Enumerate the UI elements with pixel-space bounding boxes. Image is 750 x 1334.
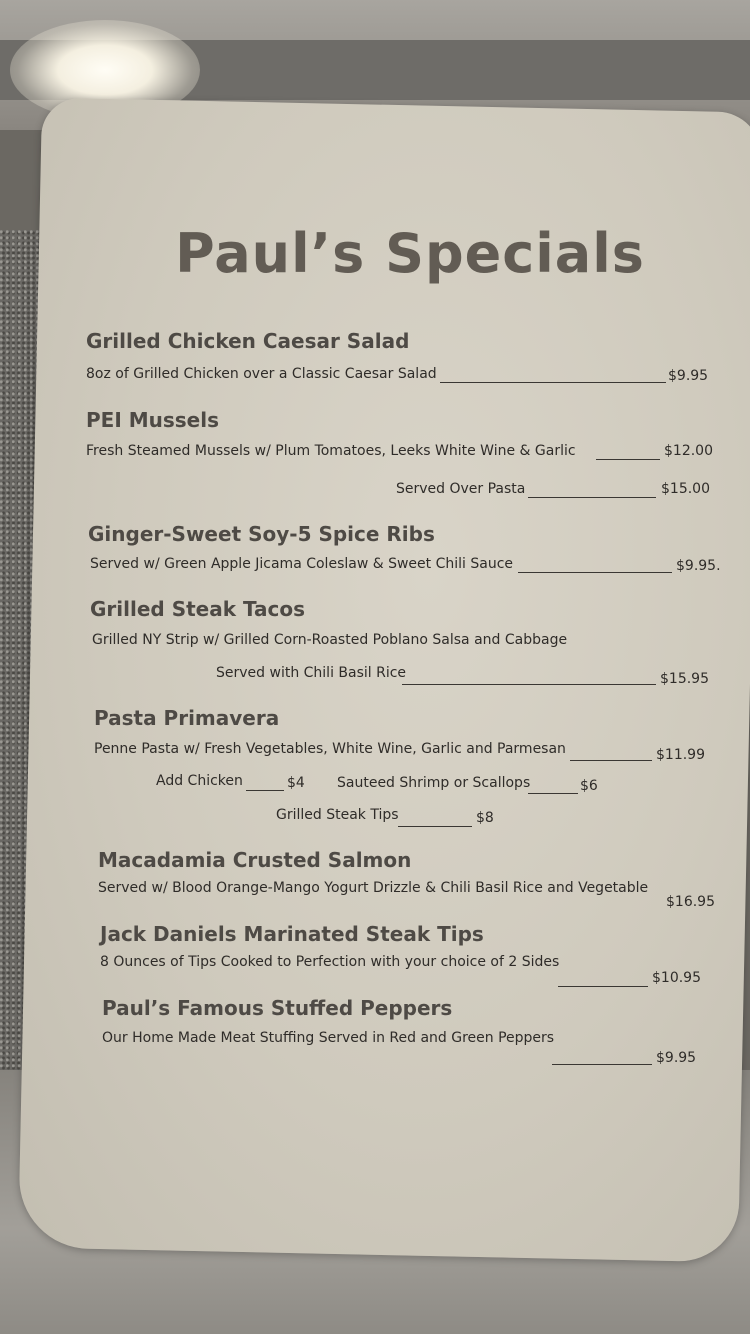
menu-title: Paul’s Specials <box>175 222 645 285</box>
price-leader <box>440 382 666 383</box>
price-leader <box>570 760 652 761</box>
item-price: $12.00 <box>664 443 713 459</box>
price-leader <box>246 790 284 791</box>
item-name: PEI Mussels <box>86 408 219 432</box>
item-description: Penne Pasta w/ Fresh Vegetables, White Wine, Garlic and Parmesan <box>94 741 566 757</box>
price-leader <box>402 684 656 685</box>
item-description: 8oz of Grilled Chicken over a Classic Caesar Salad <box>86 366 437 382</box>
item-option: Served with Chili Basil Rice <box>216 665 407 681</box>
item-description: 8 Ounces of Tips Cooked to Perfection with your choice of 2 Sides <box>100 954 560 970</box>
price-leader <box>518 572 672 573</box>
price-leader <box>596 459 660 460</box>
item-description: Served w/ Green Apple Jicama Coleslaw & Sweet Chili Sauce <box>90 556 514 572</box>
item-name: Macadamia Crusted Salmon <box>98 848 412 872</box>
item-description: Served w/ Blood Orange-Mango Yogurt Drizzle & Chili Basil Rice and Vegetable <box>98 880 649 896</box>
price-leader <box>528 497 656 498</box>
item-description: Grilled NY Strip w/ Grilled Corn-Roasted Poblano Salsa and Cabbage <box>92 632 568 648</box>
item-price: $9.95 <box>668 368 709 384</box>
addon-label: Add Chicken <box>156 773 243 789</box>
addon-price: $8 <box>476 810 494 826</box>
price-leader <box>558 986 648 987</box>
item-price: $15.95 <box>660 671 709 687</box>
item-name: Grilled Chicken Caesar Salad <box>86 329 410 353</box>
item-price: $11.99 <box>656 747 705 763</box>
price-leader <box>528 793 578 794</box>
item-description: Fresh Steamed Mussels w/ Plum Tomatoes, Leeks White Wine & Garlic <box>86 443 576 459</box>
price-leader <box>552 1064 652 1065</box>
item-price: $9.95 <box>656 1050 697 1066</box>
item-name: Paul’s Famous Stuffed Peppers <box>102 996 453 1020</box>
addon-label: Grilled Steak Tips <box>276 807 399 823</box>
item-name: Grilled Steak Tacos <box>90 597 306 621</box>
addon-label: Sauteed Shrimp or Scallops <box>337 775 531 791</box>
item-price: $16.95 <box>666 894 715 910</box>
price-leader <box>398 826 472 827</box>
item-description: Our Home Made Meat Stuffing Served in Red and Green Peppers <box>102 1030 555 1046</box>
addon-price: $4 <box>287 775 305 791</box>
item-price: $9.95. <box>676 558 721 574</box>
item-name: Ginger-Sweet Soy-5 Spice Ribs <box>88 522 435 546</box>
item-price: $15.00 <box>661 481 710 497</box>
item-price: $10.95 <box>652 970 701 986</box>
addon-price: $6 <box>580 778 598 794</box>
item-name: Pasta Primavera <box>94 706 280 730</box>
item-option: Served Over Pasta <box>396 481 526 497</box>
item-name: Jack Daniels Marinated Steak Tips <box>100 922 484 946</box>
